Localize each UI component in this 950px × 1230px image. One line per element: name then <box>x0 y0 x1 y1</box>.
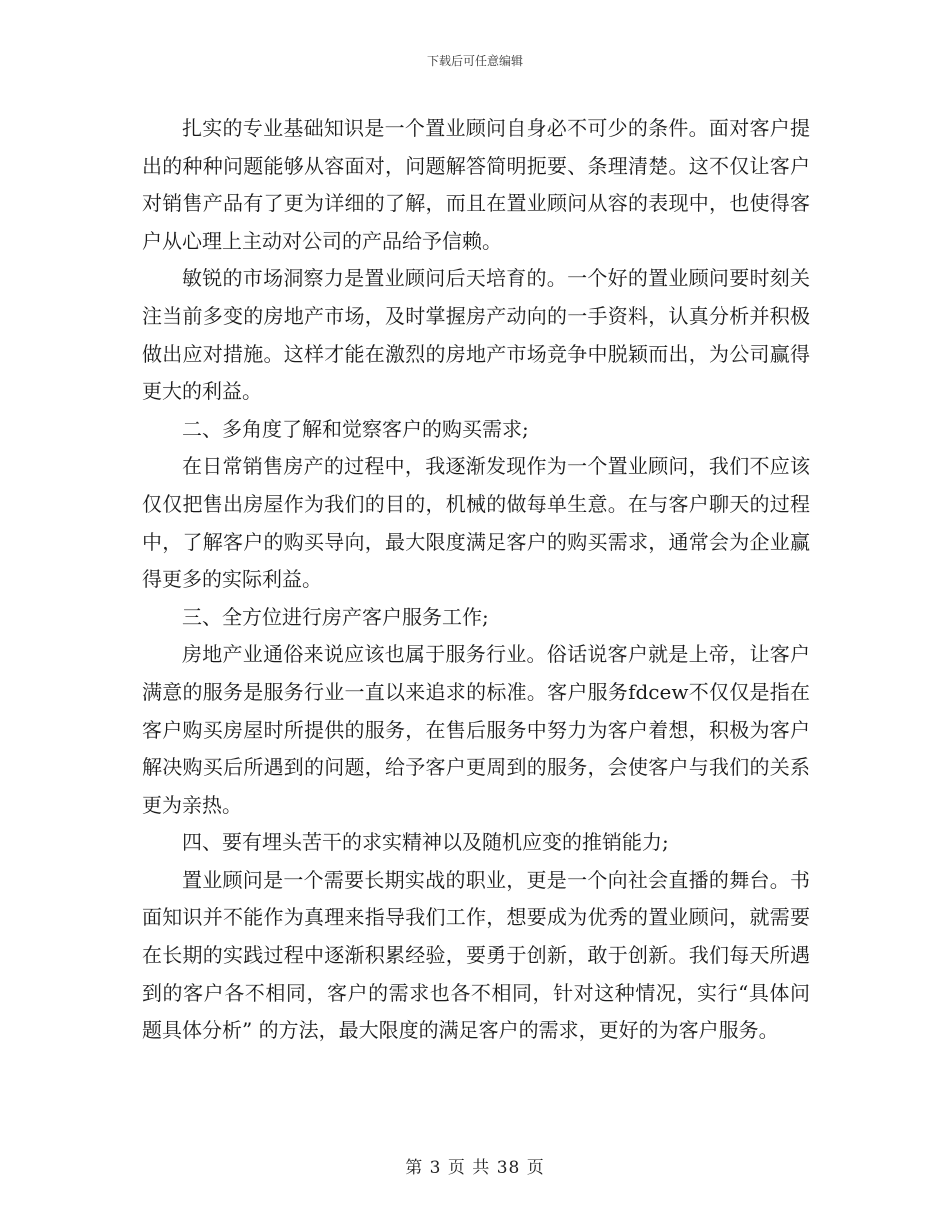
section-heading-2: 二、多角度了解和觉察客户的购买需求; <box>182 416 529 441</box>
section-heading-3: 三、全方位进行房产客户服务工作; <box>182 604 489 629</box>
paragraph-practical-spirit: 置业顾问是一个需要长期实战的职业，更是一个向社会直播的舞台。书面知识并不能作为真理来指导我们工作，想要成为优秀的置业顾问，就需要在长期的实践过程中逐渐积累经验，要勇于创新，敢于创新。我们每天所遇到的客户各不相同，客户的需求也各不相同，针对这种情况，实行“具体问题具体分析” 的方法，最大限度的满足客户的需求，更好的为客户服务。 <box>142 867 810 1043</box>
paragraph-professional-knowledge: 扎实的专业基础知识是一个置业顾问自身必不可少的条件。面对客户提出的种种问题能够从容面对，问题解答简明扼要、条理清楚。这不仅让客户对销售产品有了更为详细的了解，而且在置业顾问从容的表现中，也使得客户从心理上主动对公司的产品给予信赖。 <box>142 116 810 253</box>
paragraph-customer-service: 房地产业通俗来说应该也属于服务行业。俗话说客户就是上帝，让客户满意的服务是服务行业一直以来追求的标准。客户服务fdcew不仅仅是指在客户购买房屋时所提供的服务，在售后服务中努力为客户着想，积极为客户解决购买后所遇到的问题，给予客户更周到的服务，会使客户与我们的关系更为亲热。 <box>142 642 810 817</box>
page-header: 下载后可任意编辑 <box>426 54 523 68</box>
paragraph-customer-needs: 在日常销售房产的过程中，我逐渐发现作为一个置业顾问，我们不应该仅仅把售出房屋作为我们的目的，机械的做每单生意。在与客户聊天的过程中，了解客户的购买导向，最大限度满足客户的购买需求，通常会为企业赢得更多的实际利益。 <box>142 454 810 592</box>
paragraph-market-insight: 敏锐的市场洞察力是置业顾问后天培育的。一个好的置业顾问要时刻关注当前多变的房地产市场，及时掌握房产动向的一手资料，认真分析并积极做出应对措施。这样才能在激烈的房地产市场竞争中脱颖而出，为公司赢得更大的利益。 <box>142 266 810 404</box>
page-footer: 第 3 页 共 38 页 <box>405 1158 545 1178</box>
document-body <box>142 110 810 1050</box>
section-heading-4: 四、要有埋头苦干的求实精神以及随机应变的推销能力; <box>182 830 669 855</box>
